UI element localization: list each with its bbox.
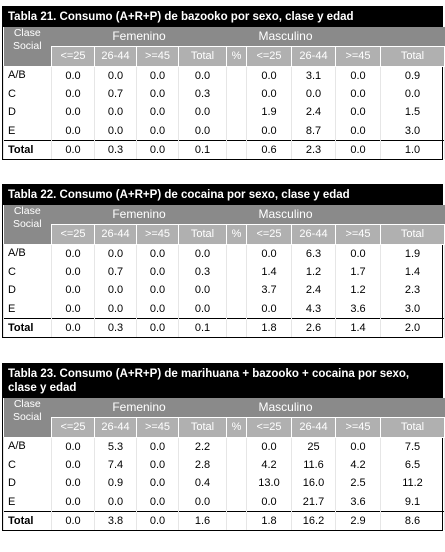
cell: 0.0: [247, 493, 292, 512]
cell: 1.4: [336, 318, 381, 337]
cell: 3.0: [381, 300, 445, 319]
table-row: [4, 493, 445, 512]
cell: 2.3: [292, 140, 336, 159]
column-header: Total: [381, 224, 445, 244]
row-label: D: [4, 103, 52, 122]
data-table: [3, 398, 445, 530]
cell: 1.2: [292, 263, 336, 282]
cell: 0.0: [336, 437, 381, 456]
cell: 1.6: [179, 511, 227, 530]
cell: [227, 318, 247, 337]
cell: [227, 263, 247, 282]
clase-social-header: Clase Social: [4, 205, 52, 244]
cell: 2.4: [292, 281, 336, 300]
cell: 1.2: [336, 281, 381, 300]
cell: 2.8: [179, 456, 227, 475]
cell: 0.0: [52, 318, 95, 337]
data-table: [3, 27, 445, 159]
cell: 4.3: [292, 300, 336, 319]
row-label: D: [4, 281, 52, 300]
cell: 0.0: [137, 281, 179, 300]
column-header: 26-44: [292, 46, 336, 66]
column-header: 26-44: [292, 224, 336, 244]
cell: 2.2: [179, 437, 227, 456]
cell: 2.0: [381, 318, 445, 337]
cell: 0.7: [95, 85, 137, 104]
cell: 4.2: [247, 456, 292, 475]
cell: 0.0: [179, 103, 227, 122]
table-row: [4, 300, 445, 319]
column-header: >=45: [336, 46, 381, 66]
cell: 3.1: [292, 66, 336, 85]
column-header: <=25: [52, 417, 95, 437]
masculino-header: Masculino: [227, 205, 445, 224]
cell: 2.3: [381, 281, 445, 300]
cell: 0.3: [179, 263, 227, 282]
cell: 0.3: [179, 85, 227, 104]
cell: 0.0: [336, 244, 381, 263]
clase-social-header: Clase Social: [4, 398, 52, 437]
table-row: [4, 103, 445, 122]
column-header: 26-44: [95, 46, 137, 66]
cell: 0.0: [137, 103, 179, 122]
cell: 0.0: [52, 103, 95, 122]
cell: 0.0: [247, 85, 292, 104]
cell: 0.1: [179, 140, 227, 159]
cell: 0.0: [137, 456, 179, 475]
cell: 0.0: [179, 281, 227, 300]
cell: 0.0: [137, 493, 179, 512]
cell: 2.5: [336, 474, 381, 493]
cell: 0.0: [95, 103, 137, 122]
cell: 0.0: [95, 281, 137, 300]
table-title: Tabla 23. Consumo (A+R+P) de marihuana + bazooko + cocaina por sexo, clase y edad: [3, 364, 442, 398]
cell: 0.0: [95, 122, 137, 141]
cell: 0.0: [336, 85, 381, 104]
femenino-header: Femenino: [52, 27, 227, 46]
table-title: Tabla 22. Consumo (A+R+P) de cocaina por sexo, clase y edad: [3, 185, 442, 205]
cell: 0.0: [179, 300, 227, 319]
column-header: %: [227, 46, 247, 66]
cell: 1.8: [247, 318, 292, 337]
cell: 6.5: [381, 456, 445, 475]
column-header: >=45: [336, 224, 381, 244]
row-label: A/B: [4, 244, 52, 263]
cell: 0.0: [52, 281, 95, 300]
cell: [227, 493, 247, 512]
cell: 0.0: [137, 318, 179, 337]
cell: 1.4: [247, 263, 292, 282]
cell: [227, 456, 247, 475]
column-header: >=45: [137, 46, 179, 66]
cell: 3.6: [336, 300, 381, 319]
table-23: [2, 363, 443, 531]
column-header: Total: [179, 417, 227, 437]
row-label: Total: [4, 318, 52, 337]
cell: 0.0: [137, 140, 179, 159]
row-label: D: [4, 474, 52, 493]
cell: 1.0: [381, 140, 445, 159]
cell: 0.0: [137, 263, 179, 282]
cell: 1.5: [381, 103, 445, 122]
data-table: [3, 205, 445, 337]
cell: [227, 66, 247, 85]
cell: 0.0: [137, 66, 179, 85]
cell: 0.0: [247, 300, 292, 319]
cell: [227, 437, 247, 456]
row-label: C: [4, 456, 52, 475]
cell: 0.0: [52, 66, 95, 85]
total-row: [4, 140, 445, 159]
cell: 0.0: [336, 122, 381, 141]
cell: 0.1: [179, 318, 227, 337]
cell: 0.0: [179, 244, 227, 263]
masculino-header: Masculino: [227, 27, 445, 46]
row-label: Total: [4, 511, 52, 530]
cell: 0.4: [179, 474, 227, 493]
cell: 5.3: [95, 437, 137, 456]
cell: 0.0: [137, 122, 179, 141]
table-row: [4, 474, 445, 493]
cell: 0.0: [52, 140, 95, 159]
row-label: A/B: [4, 66, 52, 85]
cell: 0.0: [247, 244, 292, 263]
cell: 0.0: [336, 66, 381, 85]
cell: 1.9: [247, 103, 292, 122]
table-row: [4, 437, 445, 456]
total-row: [4, 318, 445, 337]
column-header: Total: [179, 46, 227, 66]
cell: 1.4: [381, 263, 445, 282]
table-title: Tabla 21. Consumo (A+R+P) de bazooko por sexo, clase y edad: [3, 7, 442, 27]
cell: 3.7: [247, 281, 292, 300]
cell: [227, 140, 247, 159]
column-header: 26-44: [95, 224, 137, 244]
cell: 1.9: [381, 244, 445, 263]
cell: 25: [292, 437, 336, 456]
cell: [227, 85, 247, 104]
table-row: [4, 122, 445, 141]
cell: 11.6: [292, 456, 336, 475]
cell: 0.6: [247, 140, 292, 159]
row-label: Total: [4, 140, 52, 159]
femenino-header: Femenino: [52, 398, 227, 417]
cell: 0.0: [179, 493, 227, 512]
cell: 0.0: [247, 122, 292, 141]
cell: 0.9: [381, 66, 445, 85]
cell: 0.3: [95, 318, 137, 337]
table-21: [2, 6, 443, 160]
column-header: %: [227, 417, 247, 437]
cell: 2.6: [292, 318, 336, 337]
row-label: C: [4, 263, 52, 282]
cell: 3.6: [336, 493, 381, 512]
row-label: A/B: [4, 437, 52, 456]
cell: 0.0: [52, 244, 95, 263]
row-label: E: [4, 122, 52, 141]
table-row: [4, 66, 445, 85]
cell: 16.2: [292, 511, 336, 530]
row-label: E: [4, 300, 52, 319]
cell: 0.0: [137, 300, 179, 319]
table-22: [2, 184, 443, 338]
cell: [227, 474, 247, 493]
column-header: <=25: [247, 417, 292, 437]
cell: 0.0: [52, 85, 95, 104]
column-header: >=45: [137, 224, 179, 244]
cell: 0.0: [52, 122, 95, 141]
cell: 0.0: [52, 263, 95, 282]
cell: 3.0: [381, 122, 445, 141]
cell: 0.0: [95, 493, 137, 512]
cell: 1.7: [336, 263, 381, 282]
table-row: [4, 85, 445, 104]
column-header: <=25: [52, 46, 95, 66]
cell: 0.0: [381, 85, 445, 104]
cell: 0.0: [137, 437, 179, 456]
cell: [227, 300, 247, 319]
column-header: %: [227, 224, 247, 244]
cell: 0.9: [95, 474, 137, 493]
column-header: >=45: [336, 417, 381, 437]
cell: 0.0: [95, 300, 137, 319]
cell: 0.0: [95, 244, 137, 263]
cell: 16.0: [292, 474, 336, 493]
cell: [227, 103, 247, 122]
cell: [227, 511, 247, 530]
cell: 0.0: [336, 140, 381, 159]
column-header: Total: [381, 46, 445, 66]
cell: 0.0: [52, 493, 95, 512]
femenino-header: Femenino: [52, 205, 227, 224]
cell: 7.4: [95, 456, 137, 475]
table-row: [4, 456, 445, 475]
masculino-header: Masculino: [227, 398, 445, 417]
cell: 0.0: [137, 511, 179, 530]
cell: 0.0: [137, 244, 179, 263]
cell: 0.0: [179, 122, 227, 141]
cell: 8.7: [292, 122, 336, 141]
cell: 0.0: [52, 300, 95, 319]
cell: 8.6: [381, 511, 445, 530]
cell: 0.0: [52, 437, 95, 456]
cell: 3.8: [95, 511, 137, 530]
column-header: 26-44: [95, 417, 137, 437]
cell: 2.9: [336, 511, 381, 530]
cell: 13.0: [247, 474, 292, 493]
cell: 11.2: [381, 474, 445, 493]
total-row: [4, 511, 445, 530]
cell: 0.0: [137, 474, 179, 493]
cell: 0.7: [95, 263, 137, 282]
cell: 0.0: [179, 66, 227, 85]
cell: 0.0: [247, 66, 292, 85]
row-label: C: [4, 85, 52, 104]
column-header: Total: [381, 417, 445, 437]
cell: 0.0: [52, 511, 95, 530]
table-row: [4, 263, 445, 282]
table-row: [4, 244, 445, 263]
cell: [227, 281, 247, 300]
column-header: <=25: [247, 224, 292, 244]
row-label: E: [4, 493, 52, 512]
column-header: Total: [179, 224, 227, 244]
cell: 0.0: [52, 456, 95, 475]
table-row: [4, 281, 445, 300]
column-header: >=45: [137, 417, 179, 437]
column-header: 26-44: [292, 417, 336, 437]
cell: [227, 122, 247, 141]
column-header: <=25: [247, 46, 292, 66]
clase-social-header: Clase Social: [4, 27, 52, 66]
cell: 6.3: [292, 244, 336, 263]
cell: 9.1: [381, 493, 445, 512]
cell: 0.0: [52, 474, 95, 493]
cell: 0.0: [292, 85, 336, 104]
cell: 4.2: [336, 456, 381, 475]
cell: 0.0: [247, 437, 292, 456]
cell: 0.0: [137, 85, 179, 104]
cell: 0.0: [95, 66, 137, 85]
cell: 21.7: [292, 493, 336, 512]
cell: 1.8: [247, 511, 292, 530]
column-header: <=25: [52, 224, 95, 244]
cell: [227, 244, 247, 263]
cell: 0.0: [336, 103, 381, 122]
cell: 2.4: [292, 103, 336, 122]
cell: 7.5: [381, 437, 445, 456]
cell: 0.3: [95, 140, 137, 159]
